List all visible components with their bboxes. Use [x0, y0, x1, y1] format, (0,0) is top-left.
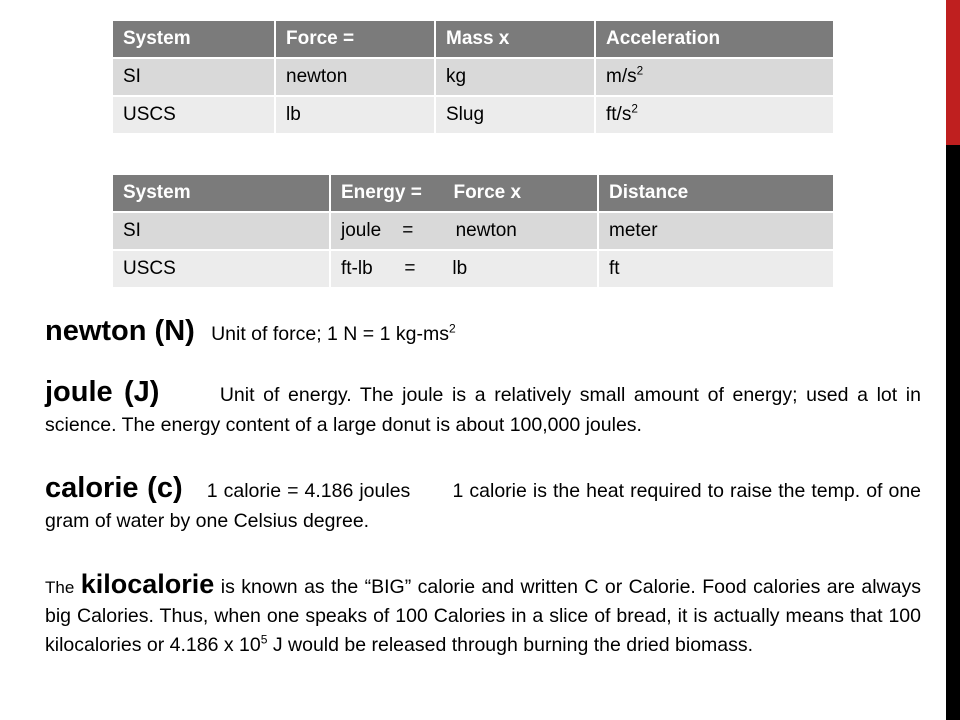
- newton-text: Unit of force; 1 N = 1 kg-ms: [211, 323, 449, 345]
- calorie-text: 1 calorie is the heat required to raise the temp. of one gram of water by one Celsius degree.: [45, 480, 922, 532]
- table-row: [113, 59, 833, 97]
- table-header-row: [113, 175, 833, 213]
- unit-exponent: 2: [631, 102, 638, 116]
- table-row: [113, 213, 833, 251]
- table-cell: SI: [113, 59, 276, 97]
- calorie-term: calorie (c): [45, 472, 183, 504]
- table-cell: lb: [276, 97, 436, 135]
- table-row: [113, 251, 833, 289]
- force-units-table: [113, 21, 833, 135]
- table-cell: newton: [276, 59, 436, 97]
- table-cell: Slug: [436, 97, 596, 135]
- relation-text: joule = newton: [341, 220, 517, 241]
- newton-definition: [45, 316, 921, 349]
- column-header: System: [113, 175, 331, 213]
- unit-base: m/s: [606, 66, 637, 87]
- table-cell: kg: [436, 59, 596, 97]
- kilocalorie-exponent: 5: [260, 632, 268, 647]
- table-cell: USCS: [113, 97, 276, 135]
- table-cell: [596, 59, 833, 97]
- joule-term: joule (J): [45, 376, 160, 408]
- column-header: Force =: [276, 21, 436, 59]
- kilocalorie-term: kilocalorie: [80, 569, 215, 599]
- column-header: Distance: [599, 175, 833, 213]
- table-cell: [596, 97, 833, 135]
- column-header-text: Energy = Force x: [341, 182, 522, 203]
- kilocalorie-text-end: J would be released through burning the dried biomass.: [272, 634, 754, 656]
- column-header: Mass x: [436, 21, 596, 59]
- kilocalorie-prefix: The: [45, 578, 75, 597]
- table-cell: SI: [113, 213, 331, 251]
- table-row: [113, 97, 833, 135]
- relation-text: ft-lb = lb: [341, 258, 468, 279]
- newton-term: newton (N): [45, 315, 195, 347]
- table-cell: [331, 251, 599, 289]
- table-cell: meter: [599, 213, 833, 251]
- newton-exponent: 2: [448, 321, 456, 336]
- unit-base: ft/s: [606, 104, 632, 125]
- joule-definition: [45, 377, 921, 440]
- calorie-conversion: 1 calorie = 4.186 joules: [206, 480, 411, 502]
- column-header: [331, 175, 599, 213]
- column-header: Acceleration: [596, 21, 833, 59]
- kilocalorie-text: is known as the “BIG” calorie and written C or Calorie. Food calories are always big Calories. Thus, when one speaks of 100 Calories in a slice of bread, it is actually means that 100 kilocalories or 4.186 x 10: [45, 576, 921, 656]
- unit-exponent: 2: [636, 64, 644, 78]
- right-edge-accent: [946, 0, 960, 145]
- table-cell: USCS: [113, 251, 331, 289]
- calorie-definition: [45, 473, 921, 536]
- table-header-row: [113, 21, 833, 59]
- table-cell: ft: [599, 251, 833, 289]
- table-cell: [331, 213, 599, 251]
- column-header: System: [113, 21, 276, 59]
- joule-text: Unit of energy. The joule is a relatively small amount of energy; used a lot in science. The energy content of a large donut is about 100,000 joules.: [45, 384, 921, 436]
- energy-units-table: [113, 175, 833, 289]
- kilocalorie-definition: [45, 570, 921, 660]
